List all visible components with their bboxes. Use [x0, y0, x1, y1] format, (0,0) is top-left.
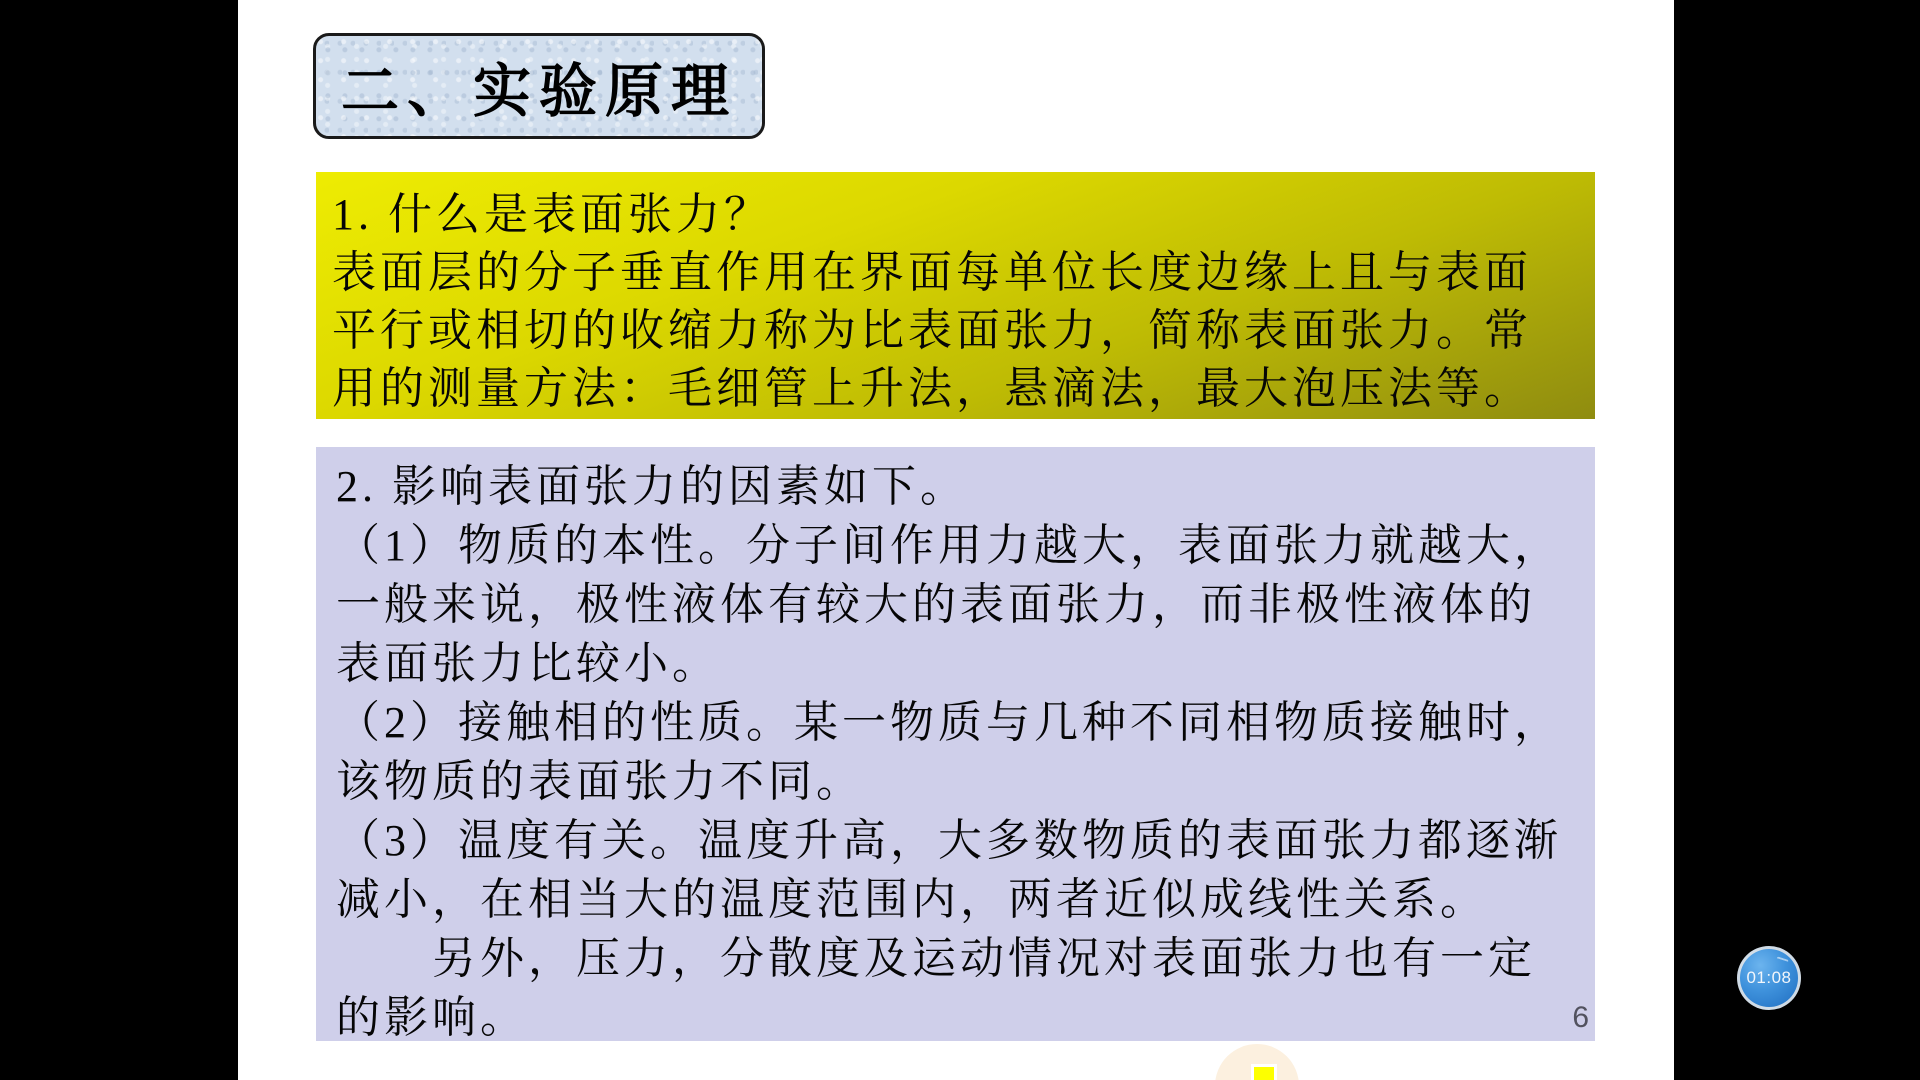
decorative-square	[1251, 1064, 1277, 1080]
factors-line: （3）温度有关。温度升高，大多数物质的表面张力都逐渐	[336, 816, 1562, 865]
factors-line: （1）物质的本性。分子间作用力越大，表面张力就越大，	[336, 521, 1562, 570]
factors-line: 该物质的表面张力不同。	[336, 757, 864, 806]
presentation-slide	[238, 0, 1674, 1080]
factors-line: 一般来说，极性液体有较大的表面张力，而非极性液体的	[336, 580, 1536, 629]
timer-ticks-icon	[1775, 956, 1789, 966]
definition-box	[316, 172, 1595, 419]
factors-line: 表面张力比较小。	[336, 639, 720, 688]
factors-line: 减小，在相当大的温度范围内，两者近似成线性关系。	[336, 875, 1488, 924]
timer-bubble[interactable]	[1737, 946, 1801, 1010]
factors-line: （2）接触相的性质。某一物质与几种不同相物质接触时，	[336, 698, 1562, 747]
factors-line: 另外，压力，分散度及运动情况对表面张力也有一定	[336, 934, 1536, 983]
factors-box	[316, 447, 1595, 1041]
timer-time: 01:08	[1746, 968, 1792, 987]
definition-line: 表面层的分子垂直作用在界面每单位长度边缘上且与表面	[332, 248, 1532, 297]
definition-line: 平行或相切的收缩力称为比表面张力，简称表面张力。常	[332, 306, 1532, 355]
factors-line: 2. 影响表面张力的因素如下。	[336, 462, 968, 511]
definition-line: 用的测量方法：毛细管上升法，悬滴法，最大泡压法等。	[332, 364, 1532, 413]
slide-title-box	[313, 33, 765, 139]
page-number: 6	[1572, 1001, 1589, 1034]
definition-line: 1. 什么是表面张力？	[332, 190, 772, 239]
factors-line: 的影响。	[336, 993, 528, 1041]
slide-title: 二、实验原理	[340, 59, 737, 124]
